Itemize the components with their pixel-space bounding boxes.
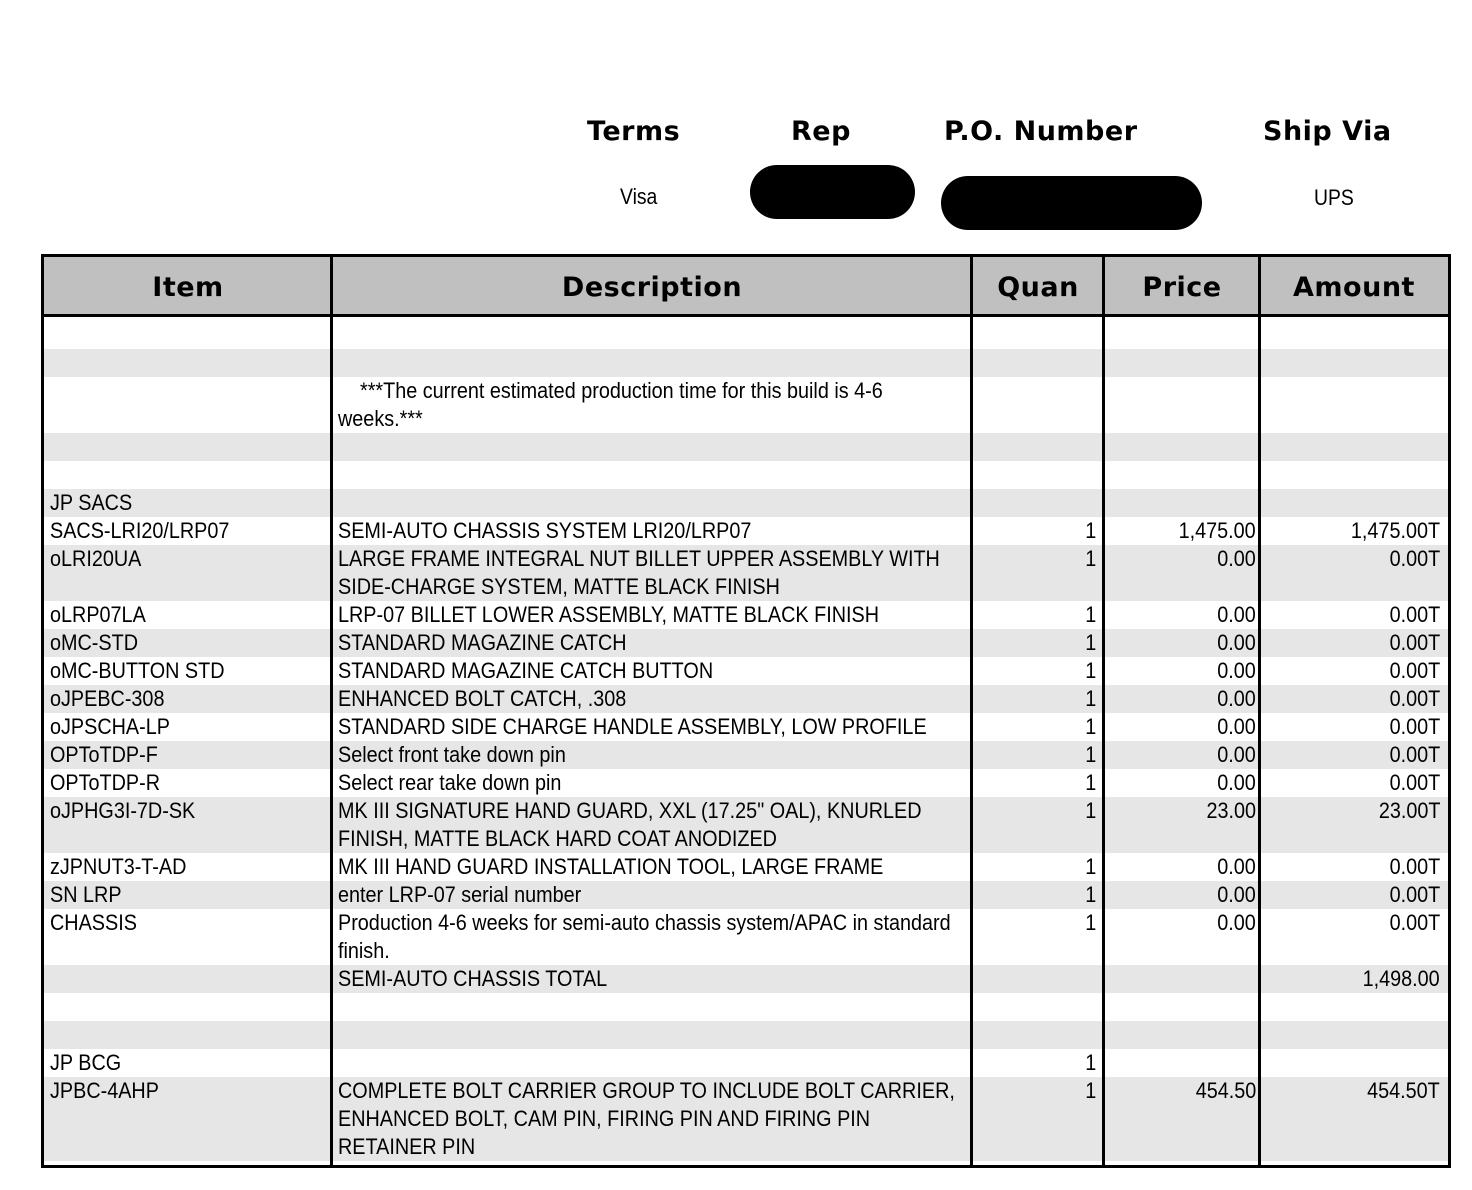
cell-price: 0.00 <box>1217 910 1256 935</box>
cell-description: MK III HAND GUARD INSTALLATION TOOL, LARGE FRAME <box>338 854 884 879</box>
po-number-label: P.O. Number <box>944 116 1138 147</box>
cell-item: SN LRP <box>50 882 122 907</box>
cell-description: STANDARD SIDE CHARGE HANDLE ASSEMBLY, LOW PROFILE <box>338 714 927 739</box>
cell-price <box>1106 433 1256 461</box>
cell-item: oJPSCHA-LP <box>50 714 170 739</box>
cell-amount: 0.00T <box>1389 658 1440 683</box>
cell-price <box>1106 377 1256 405</box>
cell-quan: 1 <box>1084 518 1096 543</box>
cell-price: 0.00 <box>1217 714 1256 739</box>
cell-price: 0.00 <box>1217 742 1256 767</box>
cell-price <box>1106 993 1256 1021</box>
cell-quan <box>974 321 1096 349</box>
table-header <box>44 257 1448 317</box>
cell-quan: 1 <box>1084 1078 1096 1103</box>
cell-price <box>1106 321 1256 349</box>
ship-via-label: Ship Via <box>1263 116 1392 147</box>
cell-amount: 0.00T <box>1389 630 1440 655</box>
cell-amount: 1,498.00 <box>1362 966 1440 991</box>
table-row <box>44 881 1448 909</box>
cell-amount <box>1262 321 1440 349</box>
table-row <box>44 349 1448 377</box>
cell-price <box>1106 1021 1256 1049</box>
cell-description: MK III SIGNATURE HAND GUARD, XXL (17.25" OAL), KNURLED FINISH, MATTE BLACK HARD COAT ANODIZED <box>338 798 928 851</box>
cell-description: ***The current estimated production time for this build is 4-6 weeks.*** <box>338 378 889 431</box>
cell-description: Production 4-6 weeks for semi-auto chassis system/APAC in standard finish. <box>338 910 957 963</box>
table-row <box>44 377 1448 433</box>
cell-item: JP BCG <box>50 1050 122 1075</box>
cell-item: oJPEBC-308 <box>50 686 165 711</box>
table-row <box>44 1049 1448 1077</box>
cell-amount: 0.00T <box>1389 910 1440 935</box>
column-divider <box>1102 257 1105 1165</box>
cell-price: 0.00 <box>1217 854 1256 879</box>
cell-item: JP SACS <box>50 490 133 515</box>
cell-item: OPToTDP-R <box>50 770 161 795</box>
cell-description: enter LRP-07 serial number <box>338 882 582 907</box>
table-row <box>44 629 1448 657</box>
cell-description: LRP-07 BILLET LOWER ASSEMBLY, MATTE BLACK FINISH <box>338 602 880 627</box>
column-header-quan: Quan <box>997 272 1079 303</box>
column-header-description: Description <box>561 272 743 303</box>
table-row <box>44 517 1448 545</box>
cell-amount: 1,475.00T <box>1350 518 1440 543</box>
cell-quan <box>974 1021 1096 1049</box>
cell-quan: 1 <box>1084 686 1096 711</box>
table-row <box>44 965 1448 993</box>
cell-amount: 0.00T <box>1389 770 1440 795</box>
table-row <box>44 769 1448 797</box>
cell-description: Select rear take down pin <box>338 770 562 795</box>
cell-price: 0.00 <box>1217 770 1256 795</box>
cell-price <box>1106 965 1256 993</box>
cell-amount: 0.00T <box>1389 742 1440 767</box>
table-row <box>44 797 1448 853</box>
cell-quan <box>974 433 1096 461</box>
terms-value: Visa <box>620 184 658 209</box>
cell-price: 1,475.00 <box>1178 518 1256 543</box>
cell-price: 23.00 <box>1206 798 1256 823</box>
cell-quan: 1 <box>1084 658 1096 683</box>
cell-description: ENHANCED BOLT CATCH, .308 <box>338 686 627 711</box>
cell-amount: 0.00T <box>1389 882 1440 907</box>
cell-quan: 1 <box>1084 714 1096 739</box>
cell-amount <box>1262 1021 1440 1049</box>
cell-amount: 0.00T <box>1389 602 1440 627</box>
cell-item: oLRI20UA <box>50 546 142 571</box>
cell-amount: 0.00T <box>1389 714 1440 739</box>
cell-item: oJPHG3I-7D-SK <box>50 798 196 823</box>
cell-amount <box>1262 377 1440 405</box>
cell-amount: 23.00T <box>1378 798 1440 823</box>
po-number-redaction <box>941 176 1202 230</box>
cell-quan <box>974 489 1096 517</box>
table-row <box>44 909 1448 965</box>
cell-price: 0.00 <box>1217 686 1256 711</box>
cell-description: STANDARD MAGAZINE CATCH <box>338 630 627 655</box>
cell-quan: 1 <box>1084 602 1096 627</box>
table-row <box>44 433 1448 461</box>
cell-description: COMPLETE BOLT CARRIER GROUP TO INCLUDE BOLT CARRIER, ENHANCED BOLT, CAM PIN, FIRING PIN AND FIRING PIN RETAINER PIN <box>338 1078 961 1159</box>
table-row <box>44 685 1448 713</box>
cell-item: CHASSIS <box>50 910 137 935</box>
cell-price: 0.00 <box>1217 658 1256 683</box>
table-row <box>44 993 1448 1021</box>
cell-amount <box>1262 993 1440 1021</box>
cell-item: OPToTDP-F <box>50 742 158 767</box>
table-row <box>44 489 1448 517</box>
cell-quan: 1 <box>1084 798 1096 823</box>
cell-amount <box>1262 433 1440 461</box>
cell-quan <box>974 461 1096 489</box>
cell-quan <box>974 377 1096 405</box>
cell-item: SACS-LRI20/LRP07 <box>50 518 230 543</box>
cell-price: 0.00 <box>1217 602 1256 627</box>
ship-via-value: UPS <box>1314 185 1354 210</box>
cell-quan: 1 <box>1084 910 1096 935</box>
cell-amount <box>1262 349 1440 377</box>
cell-quan: 1 <box>1084 630 1096 655</box>
cell-description: LARGE FRAME INTEGRAL NUT BILLET UPPER ASSEMBLY WITH SIDE-CHARGE SYSTEM, MATTE BLACK FINISH <box>338 546 946 599</box>
terms-label: Terms <box>587 116 681 147</box>
column-header-item: Item <box>152 272 224 303</box>
cell-quan <box>974 349 1096 377</box>
cell-price: 0.00 <box>1217 630 1256 655</box>
table-row <box>44 657 1448 685</box>
cell-price: 0.00 <box>1217 546 1256 571</box>
cell-description: SEMI-AUTO CHASSIS SYSTEM LRI20/LRP07 <box>338 518 752 543</box>
cell-quan <box>974 965 1096 993</box>
rep-redaction <box>750 165 915 219</box>
cell-description: Select front take down pin <box>338 742 566 767</box>
cell-quan <box>974 993 1096 1021</box>
table-row <box>44 713 1448 741</box>
table-row <box>44 1021 1448 1049</box>
cell-amount <box>1262 489 1440 517</box>
rep-label: Rep <box>791 116 851 147</box>
cell-price <box>1106 1049 1256 1077</box>
cell-item: oLRP07LA <box>50 602 146 627</box>
cell-item: oMC-STD <box>50 630 139 655</box>
column-divider <box>330 257 333 1165</box>
column-divider <box>1258 257 1261 1165</box>
cell-amount: 0.00T <box>1389 546 1440 571</box>
cell-description: SEMI-AUTO CHASSIS TOTAL <box>338 966 608 991</box>
table-row <box>44 545 1448 601</box>
cell-amount <box>1262 1049 1440 1077</box>
column-header-amount: Amount <box>1293 272 1415 303</box>
cell-quan: 1 <box>1084 854 1096 879</box>
cell-quan: 1 <box>1084 882 1096 907</box>
cell-quan: 1 <box>1084 1050 1096 1075</box>
cell-amount: 0.00T <box>1389 854 1440 879</box>
cell-amount: 454.50T <box>1367 1078 1440 1103</box>
cell-price: 0.00 <box>1217 882 1256 907</box>
table-row <box>44 853 1448 881</box>
cell-price: 454.50 <box>1195 1078 1256 1103</box>
cell-description: STANDARD MAGAZINE CATCH BUTTON <box>338 658 714 683</box>
column-divider <box>970 257 973 1165</box>
cell-item: JPBC-4AHP <box>50 1078 159 1103</box>
line-items-table <box>41 254 1451 1168</box>
cell-amount: 0.00T <box>1389 686 1440 711</box>
cell-item: zJPNUT3-T-AD <box>50 854 187 879</box>
table-row <box>44 1077 1448 1161</box>
table-row <box>44 461 1448 489</box>
cell-price <box>1106 489 1256 517</box>
table-row <box>44 741 1448 769</box>
cell-item: oMC-BUTTON STD <box>50 658 225 683</box>
cell-quan: 1 <box>1084 546 1096 571</box>
table-row <box>44 601 1448 629</box>
cell-price <box>1106 349 1256 377</box>
column-header-price: Price <box>1142 272 1222 303</box>
cell-quan: 1 <box>1084 770 1096 795</box>
cell-amount <box>1262 461 1440 489</box>
cell-quan: 1 <box>1084 742 1096 767</box>
cell-price <box>1106 461 1256 489</box>
